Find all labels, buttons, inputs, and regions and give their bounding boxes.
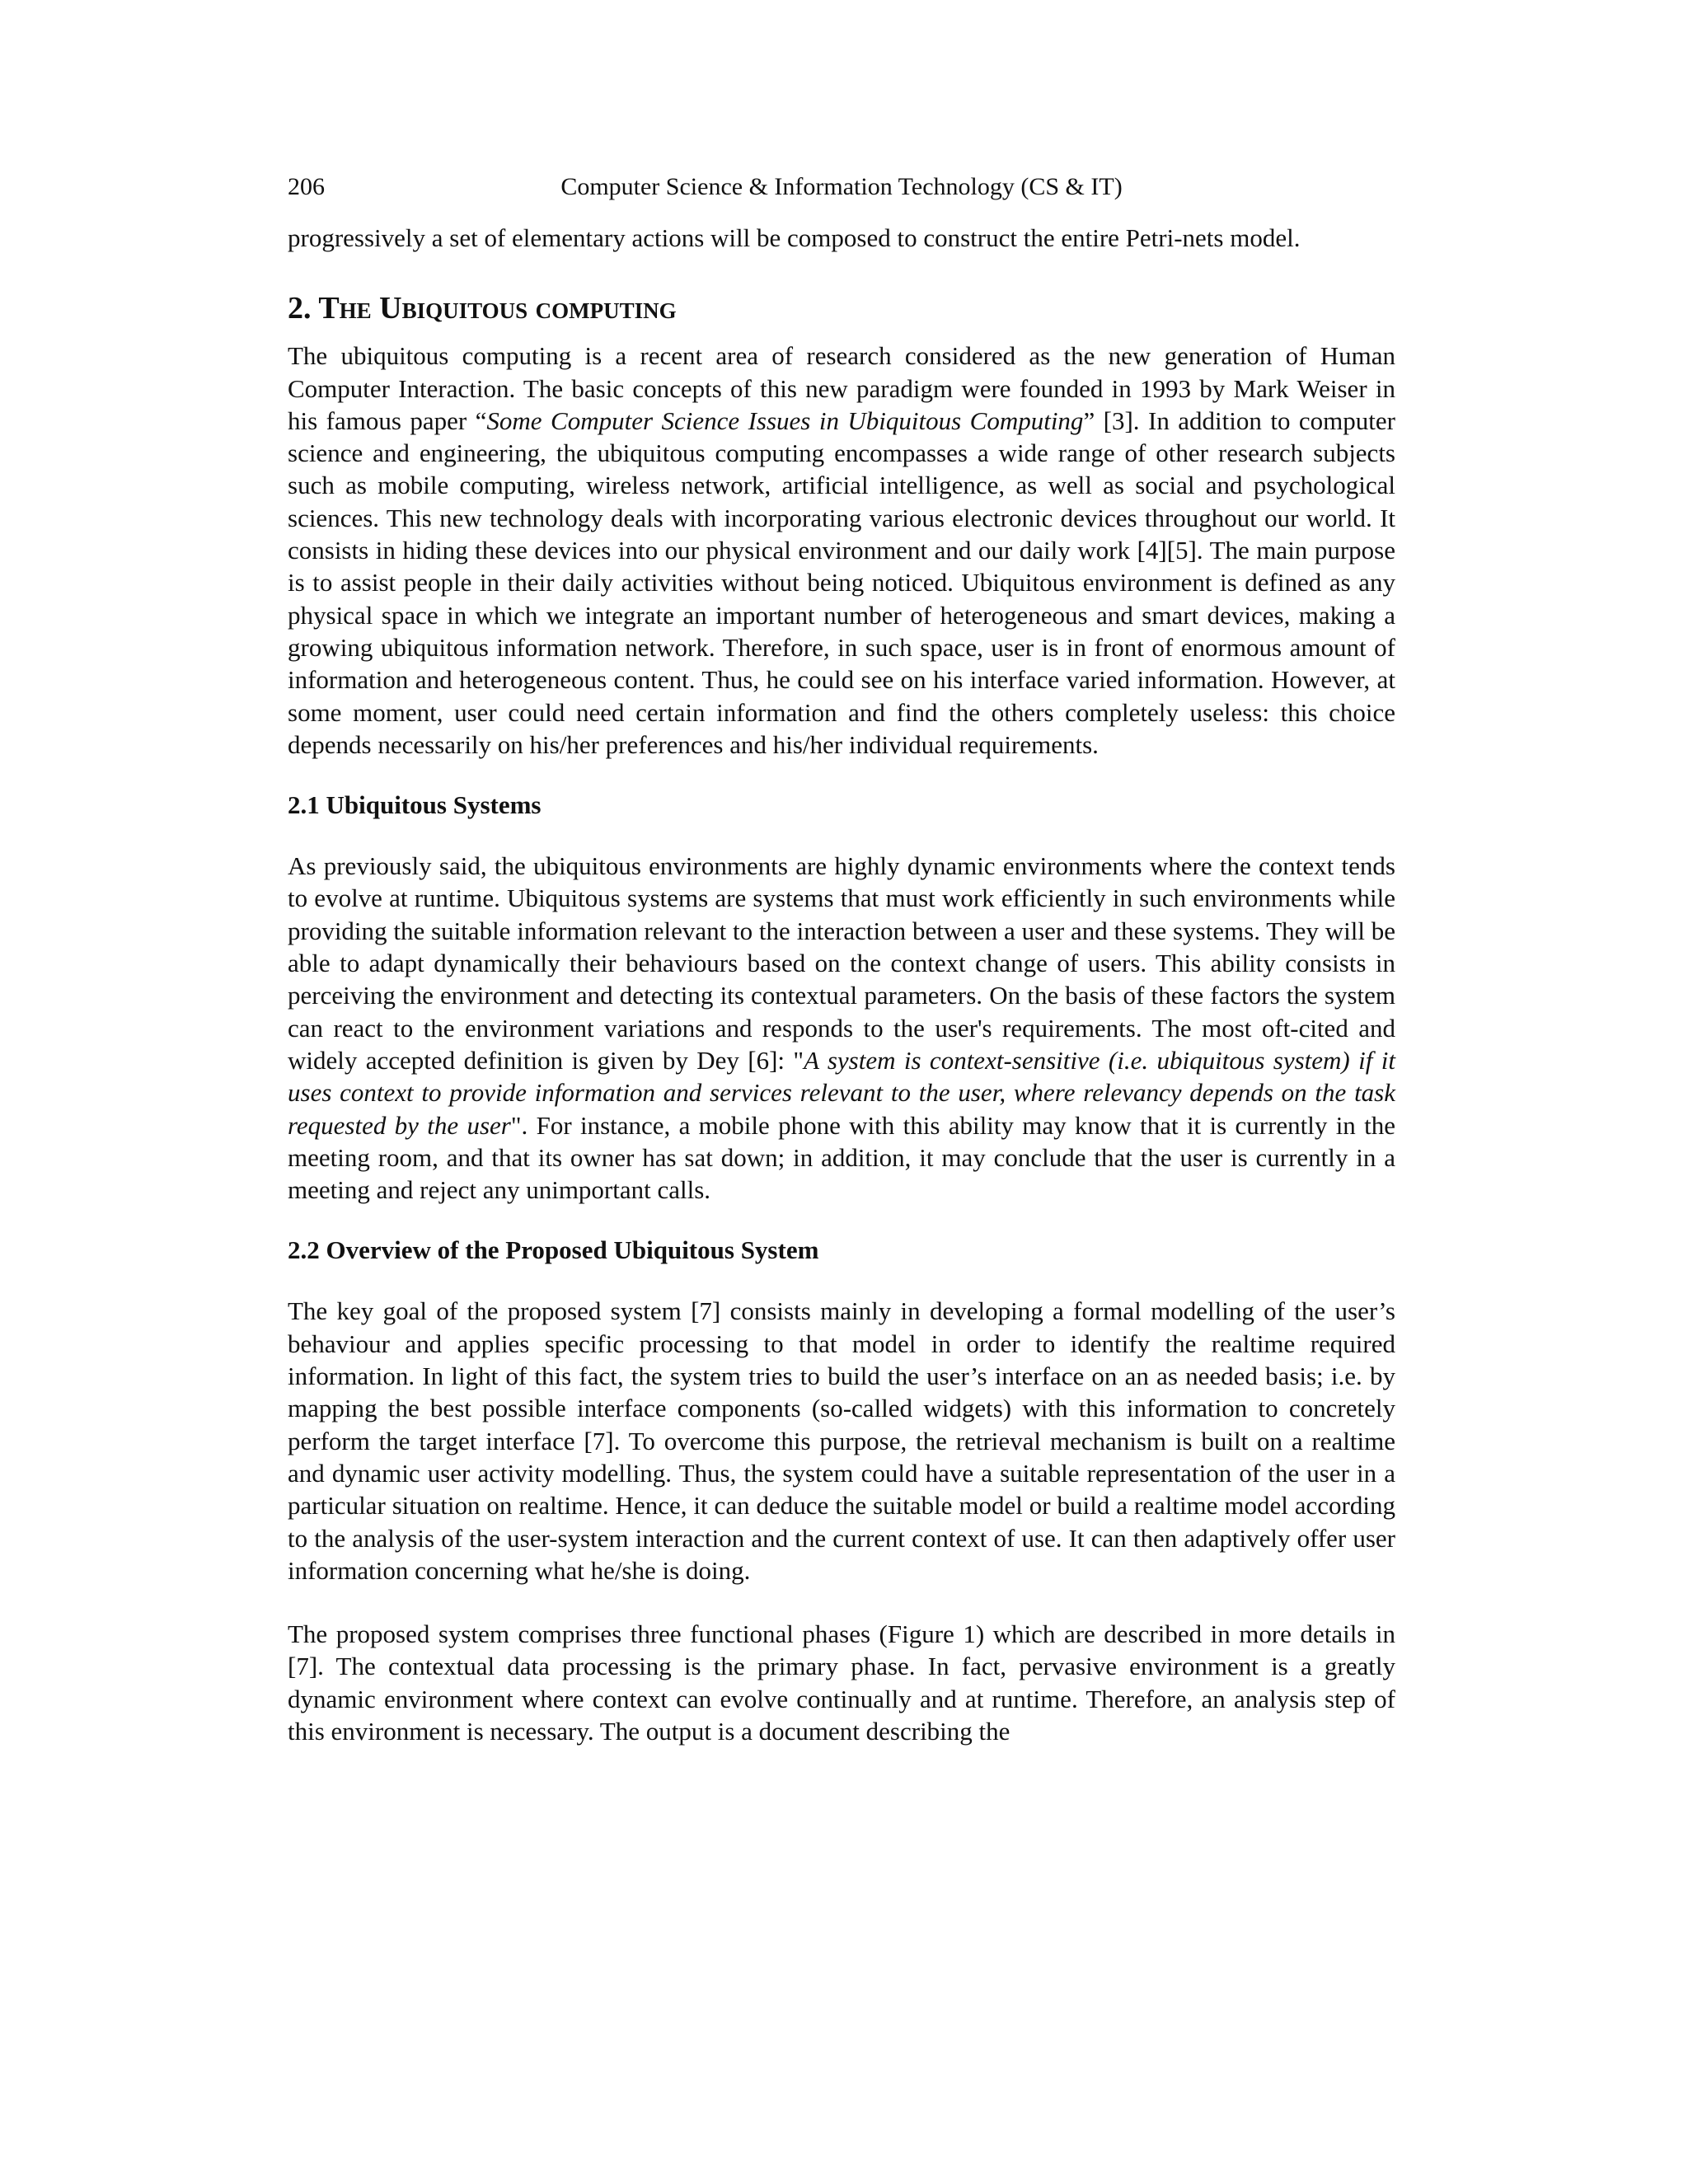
section-2-2-paragraph-2: The proposed system comprises three functional phases (Figure 1) which are described in more details in [7]. The contextual data processing is the primary phase. In fact, pervasive environment is a greatly dynamic environment where context can evolve continually and at runtime. Therefore, an analysis step of this environment is necessary. The output is a document describing the [288, 1619, 1395, 1746]
paper-page [288, 169, 1395, 1747]
section-2-2-paragraph-1: The key goal of the proposed system [7] consists mainly in developing a formal modelling of the user’s behaviour and applies specific processing to that model in order to identify the realtime required information. In light of this fact, the system tries to build the user’s interface on an as needed basis; i.e. by mapping the best possible interface components (so-called widgets) with this information to concretely perform the target interface [7]. To overcome this purpose, the retrieval mechanism is built on a realtime and dynamic user activity modelling. Thus, the system could have a suitable representation of the user in a particular situation on realtime. Hence, it can deduce the suitable model or build a realtime model according to the analysis of the user-system interaction and the current context of use. It can then adaptively offer user information concerning what he/she is doing. [288, 1296, 1395, 1585]
subsection-heading-2-2: 2.2 Overview of the Proposed Ubiquitous System [288, 1235, 819, 1265]
page-number: 206 [288, 173, 325, 200]
section-2-1-paragraph [288, 850, 1395, 1206]
journal-title: Computer Science & Information Technology (CS & IT) [560, 173, 1123, 200]
paragraph-text: ". For instance, a mobile phone with this ability may know that it is currently in the meeting room, and that its owner has sat down; in addition, it may conclude that the user is currently in a meeting and reject any unimportant calls. [288, 1110, 1396, 1205]
section-2-paragraph [288, 340, 1395, 761]
paragraph-text: As previously said, the ubiquitous environments are highly dynamic environments where the context tends to evolve at runtime. Ubiquitous systems are systems that must work efficiently in such environments while providing the suitable information relevant to the interaction between a user and these systems. They will be able to adapt dynamically their behaviours based on the context change of users. This ability consists in perceiving the environment and detecting its contextual parameters. On the basis of these factors the system can react to the environment variations and responds to the user's requirements. The most oft-cited and widely accepted definition is given by Dey [6]: " [288, 851, 1395, 1075]
paragraph-text: The ubiquitous computing is a recent area of research considered as the new generation of Human Computer Interaction. The basic concepts of this new paradigm were founded in 1993 by Mark Weiser in his famous paper “ [288, 341, 1395, 435]
section-heading: 2. The Ubiquitous computing [288, 291, 677, 326]
subsection-heading-2-1: 2.1 Ubiquitous Systems [288, 790, 542, 820]
running-header [288, 169, 1395, 205]
definition-quote: A system is context-sensitive (i.e. ubiquitous system) if it uses context to provide information and services relevant to the user, where relevancy depends on the task requested by the user [288, 1045, 1395, 1140]
intro-paragraph: progressively a set of elementary actions will be composed to construct the entire Petri-nets model. [288, 223, 1301, 252]
cited-paper-title: Some Computer Science Issues in Ubiquitous Computing [486, 405, 1084, 435]
paragraph-text: ” [3]. In addition to computer science and engineering, the ubiquitous computing encompasses a wide range of other research subjects such as mobile computing, wireless network, artificial intelligence, as well as social and psychological sciences. This new technology deals with incorporating various electronic devices throughout our world. It consists in hiding these devices into our physical environment and our daily work [4][5]. The main purpose is to assist people in their daily activities without being noticed. Ubiquitous environment is defined as any physical space in which we integrate an important number of heterogeneous and smart devices, making a growing ubiquitous information network. Therefore, in such space, user is in front of enormous amount of information and heterogeneous content. Thus, he could see on his interface varied information. However, at some moment, user could need certain information and find the others completely useless: this choice depends necessarily on his/her preferences and his/her individual requirements. [288, 405, 1395, 759]
